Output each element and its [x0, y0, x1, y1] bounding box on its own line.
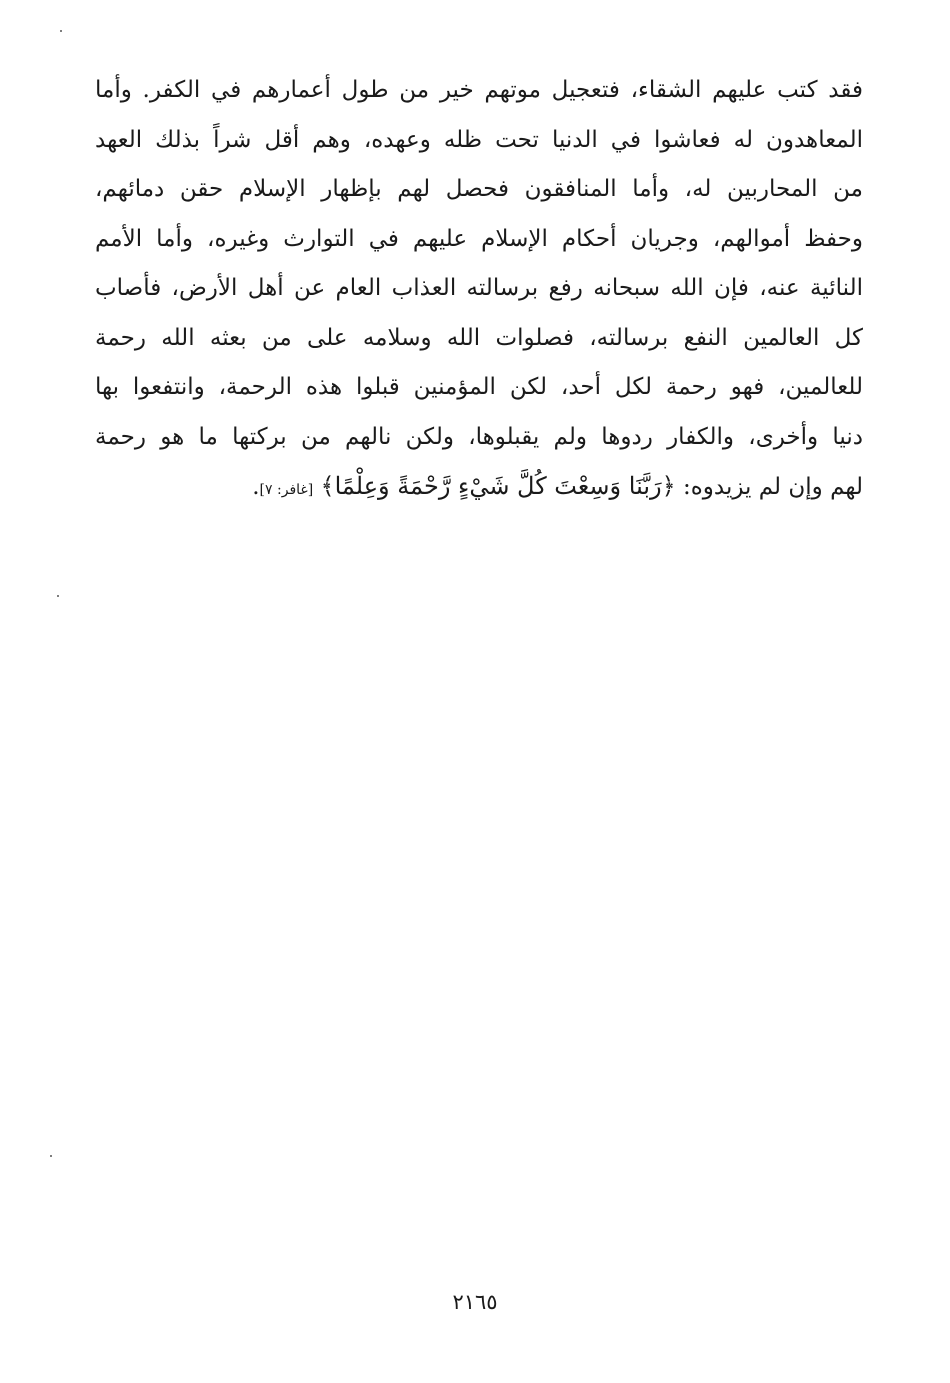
scan-speck: [50, 1155, 52, 1157]
text-line-2: المعاهدون له فعاشوا في الدنيا تحت ظله وعهده، وهم أقل شراً بذلك العهد: [95, 126, 863, 153]
text-line-1: فقد كتب عليهم الشقاء، فتعجيل موتهم خير من طول أعمارهم في الكفر. وأما: [95, 77, 863, 103]
last-line-prefix: لهم وإن لم يزيدوه:: [682, 474, 863, 500]
last-line-suffix: .: [252, 474, 260, 500]
text-line-9: [95, 462, 863, 516]
scan-speck: [57, 595, 59, 597]
text-line-7: للعالمين، فهو رحمة لكل أحد، لكن المؤمنين قبلوا هذه الرحمة، وانتفعوا بها: [95, 374, 863, 400]
text-line-6: كل العالمين النفع برسالته، فصلوات الله وسلامه على من بعثه الله رحمة: [95, 324, 863, 351]
text-line-5: النائية عنه، فإن الله سبحانه رفع برسالته العذاب العام عن أهل الأرض، فأصاب: [95, 275, 863, 301]
body-paragraph: [95, 66, 863, 516]
text-line-3: من المحاربين له، وأما المنافقون فحصل لهم بإظهار الإسلام حقن دمائهم،: [95, 176, 863, 202]
page-number: ٢١٦٥: [452, 1290, 498, 1314]
text-line-8: دنيا وأخرى، والكفار ردوها ولم يقبلوها، ولكن نالهم من بركتها ما هو رحمة: [95, 423, 863, 450]
verse-reference: [غافر: ٧]: [259, 482, 314, 498]
quran-verse: ﴿رَبَّنَا وَسِعْتَ كُلَّ شَيْءٍ رَّحْمَةً وَعِلْمًا﴾: [320, 472, 676, 500]
text-line-4: وحفظ أموالهم، وجريان أحكام الإسلام عليهم في التوارث وغيره، وأما الأمم: [95, 225, 863, 252]
scan-speck: [60, 30, 62, 32]
